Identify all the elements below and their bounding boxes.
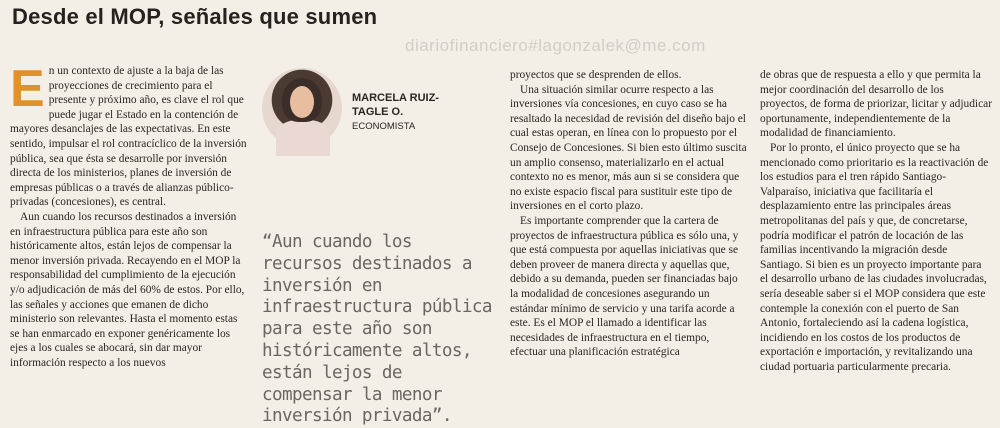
article-headline: Desde el MOP, señales que sumen — [12, 4, 378, 29]
article-column-3 — [510, 68, 747, 360]
author-name: MARCELA RUIZ-TAGLE O. — [352, 92, 439, 118]
article-column-4 — [760, 68, 992, 374]
paragraph: Es importante comprender que la cartera de proyectos de infraestructura pública es sólo una, y que está compuesta por aquellas iniciativas que se deben proveer de manera directa y aquellas que, debido a su demanda, pueden ser financiadas bajo la modalidad de concesiones asegurando un estándar mínimo de servicio y una tarifa acorde a este. Es el MOP el llamado a identificar las necesidades de infraestructura en el tiempo, efectuar una planificación estratégica — [510, 214, 739, 359]
paragraph-text: n un contexto de ajuste a la baja de las proyecciones de crecimiento para el presente y próximo año, es clave el rol que puede jugar el Estado en la contención de mayores desanclajes de las expectativas. En este sentido, impulsar el rol contracíclico de la inversión pública, sea que ésta se desarrolle por inversión directa de los ministerios, planes de inversión de empresas públicas o a través de alianzas público-privadas (concesiones), es central. — [10, 65, 247, 209]
paragraph: de obras que de respuesta a ello y que permita la mejor coordinación del desarrollo de los proyectos, de forma de priorizar, licitar y adjudicar oportunamente, independientemente de la modalidad de financiamiento. — [760, 69, 993, 140]
watermark: diariofinanciero#lagonzalek@me.com — [405, 36, 706, 55]
author-photo — [262, 68, 342, 148]
paragraph: proyectos que se desprenden de ellos. — [510, 69, 682, 81]
paragraph: Aun cuando los recursos destinados a inversión en infraestructura pública para este año son históricamente altos, están lejos de compensar la menor inversión privada. Recayendo en el MOP la responsabilidad del cumplimiento de la ejecución y/o adjudicación de más del 60% de estos. Por ello, las señales y acciones que emanen de dicho ministerio son relevantes. Hasta el momento estas se han enmarcado en exponer genéricamente los ejes a los cuales se abocará, sin dar mayor información respecto a los nuevos — [10, 210, 245, 369]
paragraph: Una situación similar ocurre respecto a las inversiones vía concesiones, en cuyo caso se ha resaltado la necesidad de revisión del diseño bajo el cual estas operan, en línea con lo propuesto por el Consejo de Concesiones. Si bien esto último suscita un amplio consenso, materializarlo en el actual contexto no es menor, más aun si se considera que no existe espacio fiscal para sustituir este tipo de inversiones en el corto plazo. — [510, 83, 747, 213]
paragraph — [10, 60, 248, 210]
pull-quote: “Aun cuando los recursos destinados a inversión en infraestructura pública para este año son históricamente altos, están lejos de compensar la menor inversión privada”. — [262, 232, 492, 427]
drop-cap: E — [10, 60, 45, 118]
paragraph: Por lo pronto, el único proyecto que se ha mencionado como prioritario es la reactivación de los estudios para el tren rápido Santiago-Valparaíso, iniciativa que facilitaría el desplazamiento entre las principales áreas metropolitanas del país y que, de concretarse, podría modificar el patrón de locación de las familias incentivando la migración desde Santiago. Si bien es un proyecto importante para el desarrollo urbano de las ciudades involucradas, sería deseable saber si el MOP considera que este contemple la conexión con el puerto de San Antonio, fortaleciendo así la cadena logística, incidiendo en los costos de los productos de exportación e importación, y revitalizando una ciudad portuaria particularmente precaria. — [760, 141, 989, 373]
author-role: ECONOMISTA — [352, 121, 416, 132]
article-column-1 — [10, 60, 248, 370]
